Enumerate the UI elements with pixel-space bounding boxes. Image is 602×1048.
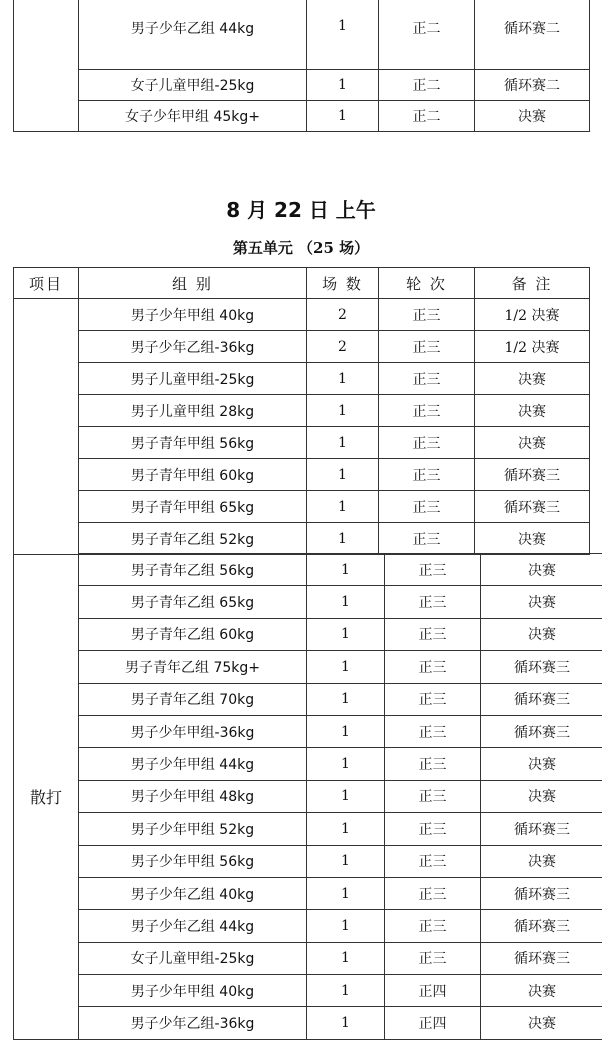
group-cell: 男子青年甲组 60kg	[79, 459, 307, 491]
round-cell: 正二	[379, 70, 475, 101]
table-row	[14, 813, 602, 845]
event-cell-empty	[14, 299, 79, 555]
round-cell: 正三	[385, 877, 481, 909]
table-row	[14, 942, 602, 974]
note-cell: 循环赛三	[481, 942, 602, 974]
group-cell: 男子青年甲组 65kg	[79, 491, 307, 523]
count-cell: 1	[307, 70, 379, 101]
round-cell: 正三	[385, 651, 481, 683]
group-cell: 女子儿童甲组-25kg	[79, 942, 307, 974]
group-cell: 男子少年甲组 44kg	[79, 748, 307, 780]
count-cell: 1	[307, 459, 379, 491]
table-row	[14, 363, 590, 395]
group-cell: 男子少年甲组 40kg	[79, 975, 307, 1007]
header-row	[14, 268, 590, 299]
group-cell: 男子青年乙组 75kg+	[79, 651, 307, 683]
note-cell: 决赛	[481, 586, 602, 618]
count-cell: 1	[307, 780, 385, 812]
round-cell: 正三	[385, 910, 481, 942]
table-row	[14, 651, 602, 683]
group-cell: 男子青年甲组 56kg	[79, 427, 307, 459]
note-cell: 循环赛二	[475, 70, 590, 101]
group-cell: 男子少年乙组-36kg	[79, 1007, 307, 1039]
note-cell: 循环赛三	[481, 877, 602, 909]
round-cell: 正四	[385, 975, 481, 1007]
table-row	[14, 975, 602, 1007]
round-cell: 正三	[379, 459, 475, 491]
round-cell: 正三	[385, 715, 481, 747]
unit-title: 第五单元 （25 场）	[232, 239, 370, 257]
count-cell: 1	[307, 491, 379, 523]
group-cell: 男子少年甲组-36kg	[79, 715, 307, 747]
note-cell: 循环赛三	[475, 491, 590, 523]
event-cell: 散打	[14, 554, 79, 1040]
round-cell: 正三	[379, 523, 475, 555]
count-cell: 1	[307, 715, 385, 747]
note-cell: 决赛	[475, 395, 590, 427]
count-cell: 1	[307, 0, 379, 70]
count-cell: 1	[307, 363, 379, 395]
schedule-body-a	[14, 299, 590, 555]
group-cell: 男子儿童甲组-25kg	[79, 363, 307, 395]
count-cell: 1	[307, 942, 385, 974]
round-cell: 正二	[379, 0, 475, 70]
table-row	[14, 70, 590, 101]
table-row	[14, 427, 590, 459]
note-cell: 决赛	[481, 1007, 602, 1039]
table-row	[14, 715, 602, 747]
count-cell: 2	[307, 331, 379, 363]
note-cell: 循环赛二	[475, 0, 590, 70]
round-cell: 正三	[379, 491, 475, 523]
count-cell: 1	[307, 554, 385, 586]
table-row	[14, 299, 590, 331]
note-cell: 循环赛三	[481, 683, 602, 715]
note-cell: 决赛	[481, 618, 602, 650]
group-cell: 男子青年乙组 52kg	[79, 523, 307, 555]
group-cell: 男子少年乙组 44kg	[79, 0, 307, 70]
round-cell: 正四	[385, 1007, 481, 1039]
schedule-body-b	[14, 554, 602, 1040]
round-cell: 正二	[379, 101, 475, 132]
header-note: 备 注	[475, 268, 590, 299]
previous-unit-table	[13, 0, 590, 132]
note-cell: 循环赛三	[481, 813, 602, 845]
note-cell: 决赛	[481, 554, 602, 586]
note-cell: 决赛	[481, 780, 602, 812]
count-cell: 1	[307, 618, 385, 650]
count-cell: 1	[307, 395, 379, 427]
note-cell: 决赛	[481, 845, 602, 877]
count-cell: 1	[307, 845, 385, 877]
count-cell: 1	[307, 101, 379, 132]
group-cell: 女子少年甲组 45kg+	[79, 101, 307, 132]
round-cell: 正三	[379, 331, 475, 363]
group-cell: 男子少年乙组 40kg	[79, 877, 307, 909]
table-row	[14, 331, 590, 363]
group-cell: 男子青年乙组 56kg	[79, 554, 307, 586]
group-cell: 男子少年甲组 56kg	[79, 845, 307, 877]
round-cell: 正三	[385, 748, 481, 780]
round-cell: 正三	[385, 554, 481, 586]
round-cell: 正三	[385, 780, 481, 812]
note-cell: 循环赛三	[481, 910, 602, 942]
group-cell: 男子青年乙组 65kg	[79, 586, 307, 618]
table-row	[14, 683, 602, 715]
round-cell: 正三	[385, 683, 481, 715]
header-event: 项目	[14, 268, 79, 299]
count-cell: 1	[307, 877, 385, 909]
note-cell: 决赛	[475, 363, 590, 395]
count-cell: 1	[307, 651, 385, 683]
table-row	[14, 523, 590, 555]
round-cell: 正三	[385, 942, 481, 974]
group-cell: 男子少年甲组 40kg	[79, 299, 307, 331]
count-cell: 1	[307, 586, 385, 618]
table-row	[14, 586, 602, 618]
header-count: 场 数	[307, 268, 379, 299]
round-cell: 正三	[379, 363, 475, 395]
header-round: 轮 次	[379, 268, 475, 299]
table-row	[14, 554, 602, 586]
note-cell: 决赛	[475, 427, 590, 459]
note-cell: 1/2 决赛	[475, 299, 590, 331]
table-row	[14, 877, 602, 909]
note-cell: 决赛	[475, 101, 590, 132]
table-row	[14, 845, 602, 877]
count-cell: 1	[307, 523, 379, 555]
table-row	[14, 910, 602, 942]
round-cell: 正三	[385, 586, 481, 618]
group-cell: 男子少年甲组 52kg	[79, 813, 307, 845]
table-row	[14, 395, 590, 427]
group-cell: 男子少年乙组-36kg	[79, 331, 307, 363]
round-cell: 正三	[379, 299, 475, 331]
count-cell: 1	[307, 1007, 385, 1039]
group-cell: 女子儿童甲组-25kg	[79, 70, 307, 101]
count-cell: 1	[307, 813, 385, 845]
round-cell: 正三	[385, 618, 481, 650]
schedule-table-continued	[13, 553, 602, 1040]
table-row	[14, 618, 602, 650]
group-cell: 男子少年甲组 48kg	[79, 780, 307, 812]
event-cell-empty	[14, 0, 79, 132]
group-cell: 男子青年乙组 70kg	[79, 683, 307, 715]
schedule-header	[14, 268, 590, 299]
round-cell: 正三	[379, 395, 475, 427]
note-cell: 决赛	[481, 748, 602, 780]
count-cell: 2	[307, 299, 379, 331]
note-cell: 循环赛三	[481, 651, 602, 683]
note-cell: 决赛	[475, 523, 590, 555]
round-cell: 正三	[385, 813, 481, 845]
group-cell: 男子少年乙组 44kg	[79, 910, 307, 942]
count-cell: 1	[307, 975, 385, 1007]
round-cell: 正三	[385, 845, 481, 877]
table-row	[14, 491, 590, 523]
group-cell: 男子儿童甲组 28kg	[79, 395, 307, 427]
table-row	[14, 1007, 602, 1039]
table-row	[14, 0, 590, 70]
table-row	[14, 780, 602, 812]
header-group: 组 别	[79, 268, 307, 299]
note-cell: 循环赛三	[481, 715, 602, 747]
count-cell: 1	[307, 748, 385, 780]
date-title: 8 月 22 日 上午	[226, 198, 376, 222]
note-cell: 1/2 决赛	[475, 331, 590, 363]
count-cell: 1	[307, 683, 385, 715]
table-row	[14, 748, 602, 780]
schedule-table	[13, 267, 590, 555]
note-cell: 决赛	[481, 975, 602, 1007]
count-cell: 1	[307, 427, 379, 459]
round-cell: 正三	[379, 427, 475, 459]
previous-unit-body	[14, 0, 590, 132]
count-cell: 1	[307, 910, 385, 942]
table-row	[14, 459, 590, 491]
note-cell: 循环赛三	[475, 459, 590, 491]
table-row	[14, 101, 590, 132]
group-cell: 男子青年乙组 60kg	[79, 618, 307, 650]
